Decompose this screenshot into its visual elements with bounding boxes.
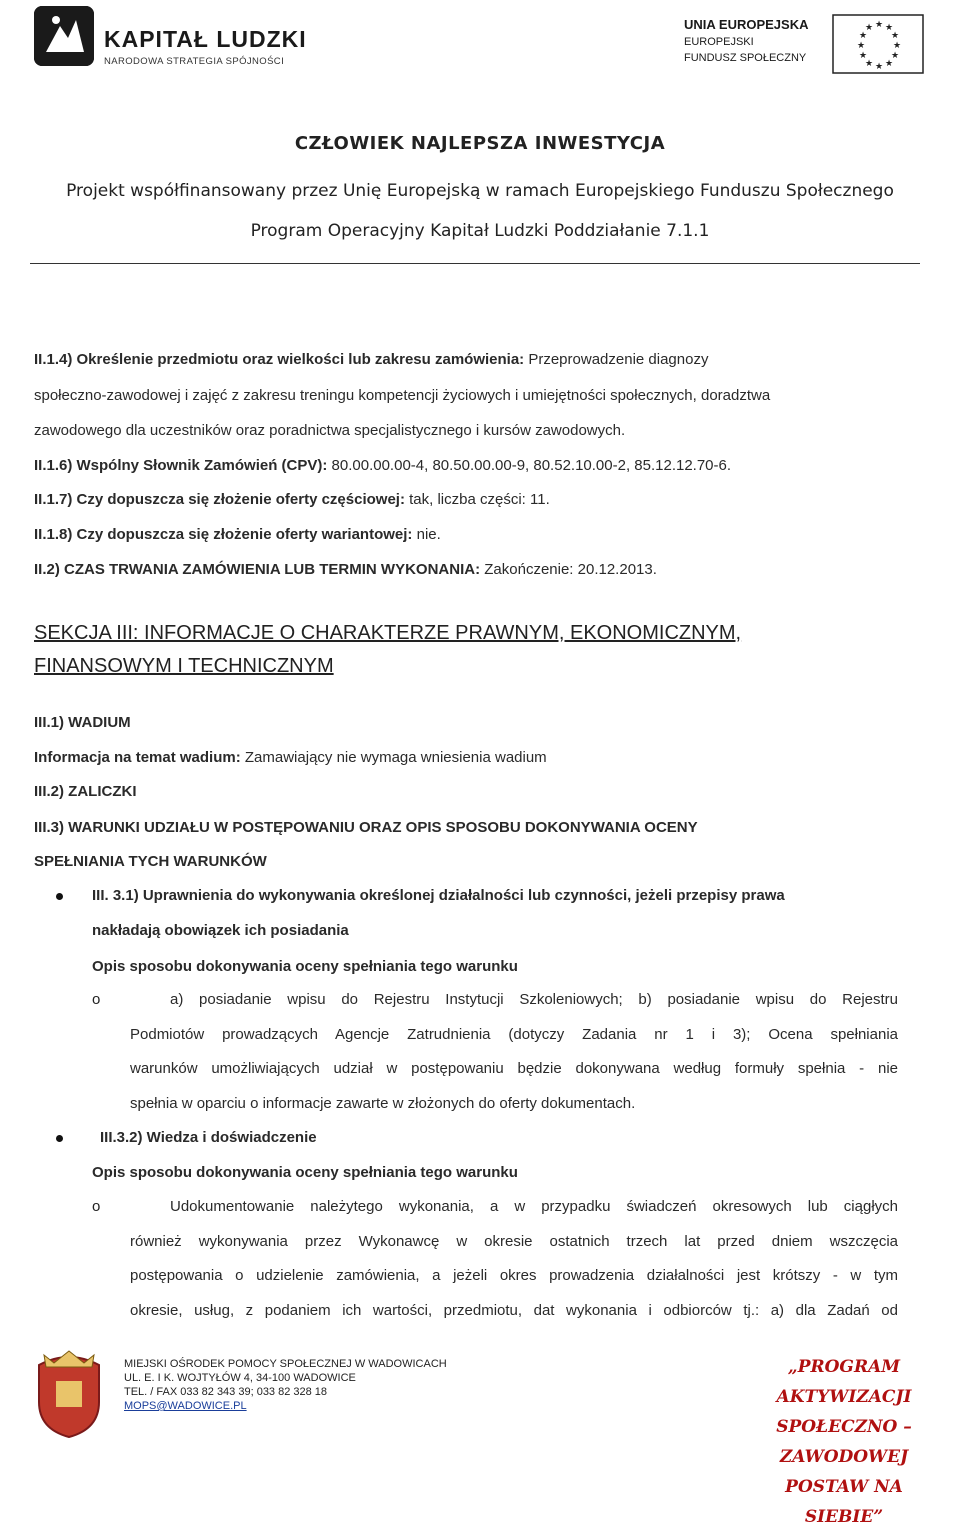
svg-text:★: ★	[859, 31, 868, 41]
paragraph-ii-1-4-line3: zawodowego dla uczestników oraz poradnictwa specjalistycznego i kursów zawodowych.	[34, 422, 626, 439]
sub-bullet-marker: o	[92, 991, 101, 1008]
footer-address: UL. E. I K. WOJTYŁÓW 4, 34-100 WADOWICE	[124, 1372, 356, 1384]
o1-line3: warunków umożliwiających udział w postępowaniu będzie dokonywana według formuły spełnia - nie	[130, 1060, 898, 1077]
svg-text:★: ★	[857, 41, 866, 51]
bullet1-line1: III. 3.1) Uprawnienia do wykonywania określonej działalności lub czynności, jeżeli przepisy prawa	[92, 887, 785, 904]
kapital-ludzki-emblem-icon	[34, 6, 94, 66]
brand-line3: POSTAW NA SIEBIE”	[785, 1477, 903, 1527]
o2-line4: okresie, usług, z podaniem ich wartości, przedmiotu, dat wykonania i odbiorców tj.: a) dla Zadań od	[130, 1302, 898, 1319]
svg-text:★: ★	[891, 51, 900, 61]
eu-line2: EUROPEJSKI	[684, 36, 754, 48]
opis-heading-1: Opis sposobu dokonywania oceny spełniania tego warunku	[92, 958, 518, 975]
o2-line3: postępowania o udzielenie zamówienia, a jeżeli okres prowadzenia działalności jest krótszy - w tym	[130, 1267, 898, 1284]
bullet2-heading: III.3.2) Wiedza i doświadczenie	[100, 1129, 317, 1146]
header-line2: Projekt współfinansowany przez Unię Europejską w ramach Europejskiego Funduszu Społecznego	[66, 181, 894, 201]
term-value: Zakończenie: 20.12.2013.	[480, 561, 657, 578]
kapital-ludzki-logo	[34, 6, 307, 68]
svg-text:★: ★	[875, 20, 884, 30]
header-line3: Program Operacyjny Kapitał Ludzki Poddziałanie 7.1.1	[250, 221, 710, 241]
wadium-label: Informacja na temat wadium:	[34, 749, 241, 766]
partial-offer-value: tak, liczba części: 11.	[404, 491, 550, 508]
warunki-heading-line1: III.3) WARUNKI UDZIAŁU W POSTĘPOWANIU ORAZ OPIS SPOSOBU DOKONYWANIA OCENY	[34, 819, 698, 836]
footer-org: MIEJSKI OŚRODEK POMOCY SPOŁECZNEJ W WADOWICACH	[124, 1358, 447, 1370]
o2-line1: Udokumentowanie należytego wykonania, a w przypadku świadczeń okresowych lub ciągłych	[170, 1198, 898, 1215]
warunki-heading-line2: SPEŁNIANIA TYCH WARUNKÓW	[34, 853, 267, 870]
wadium-line	[34, 748, 547, 768]
svg-text:★: ★	[865, 23, 874, 33]
wadowice-coat-of-arms-icon	[34, 1347, 104, 1439]
logo-left-subtitle: NARODOWA STRATEGIA SPÓJNOŚCI	[104, 56, 285, 67]
sub-bullet-marker: o	[92, 1198, 101, 1215]
bullet1-line2: nakładają obowiązek ich posiadania	[92, 922, 349, 939]
bullet-icon	[56, 1135, 63, 1142]
header-divider	[30, 263, 920, 264]
eu-line3: FUNDUSZ SPOŁECZNY	[684, 52, 807, 64]
cpv-value: 80.00.00.00-4, 80.50.00.00-9, 80.52.10.00-2, 85.12.12.70-6.	[327, 457, 732, 474]
partial-offer-label: II.1.7) Czy dopuszcza się złożenie oferty częściowej:	[34, 491, 405, 508]
footer-contact	[124, 1357, 447, 1413]
paragraph-ii-1-4	[34, 350, 708, 370]
svg-text:★: ★	[859, 51, 868, 61]
o1-line1: a) posiadanie wpisu do Rejestru Instytucji Szkoleniowych; b) posiadanie wpisu do Rejestru	[170, 991, 898, 1008]
cpv-label: II.1.6) Wspólny Słownik Zamówień (CPV):	[34, 457, 328, 474]
wadium-heading: III.1) WADIUM	[34, 714, 131, 731]
eu-text	[684, 16, 808, 66]
svg-text:★: ★	[875, 62, 884, 72]
opis-heading-2: Opis sposobu dokonywania oceny spełniania tego warunku	[92, 1164, 518, 1181]
svg-text:★: ★	[891, 31, 900, 41]
eu-line1: UNIA EUROPEJSKA	[684, 17, 809, 32]
svg-text:★: ★	[893, 41, 902, 51]
paragraph-ii-1-4-line2: społeczno-zawodowej i zajęć z zakresu treningu kompetencji życiowych i umiejętności społecznych, doradztwa	[34, 387, 771, 404]
zaliczki-heading: III.2) ZALICZKI	[34, 783, 137, 800]
section-iii-heading-line2: FINANSOWYM I TECHNICZNYM	[34, 655, 334, 677]
svg-text:★: ★	[865, 59, 874, 69]
variant-offer-label: II.1.8) Czy dopuszcza się złożenie oferty wariantowej:	[34, 526, 413, 543]
partial-offer-line	[34, 490, 550, 510]
variant-offer-line	[34, 525, 441, 545]
eu-flag-icon	[832, 14, 924, 74]
variant-offer-value: nie.	[412, 526, 441, 543]
svg-text:★: ★	[885, 23, 894, 33]
section-iii-heading-line1: SEKCJA III: INFORMACJE O CHARAKTERZE PRAWNYM, EKONOMICZNYM,	[34, 622, 742, 644]
term-line	[34, 560, 657, 580]
eu-logo	[684, 14, 929, 72]
footer-email-link[interactable]: MOPS@WADOWICE.PL	[124, 1400, 247, 1412]
bullet-icon	[56, 893, 63, 900]
header-title: CZŁOWIEK NAJLEPSZA INWESTYCJA	[294, 133, 666, 154]
logo-left-title: KAPITAŁ LUDZKI	[104, 26, 307, 52]
term-label: II.2) CZAS TRWANIA ZAMÓWIENIA LUB TERMIN WYKONANIA:	[34, 561, 481, 578]
brand-line1: „PROGRAM AKTYWIZACJI	[776, 1357, 912, 1407]
brand-line2: SPOŁECZNO – ZAWODOWEJ	[776, 1417, 912, 1467]
svg-text:★: ★	[885, 59, 894, 69]
wadium-value: Zamawiający nie wymaga wniesienia wadium	[240, 749, 547, 766]
o2-line2: również wykonywania przez Wykonawcę w okresie ostatnich trzech lat przed dniem wszczęcia	[130, 1233, 898, 1250]
cpv-line	[34, 456, 731, 476]
o1-line4: spełnia w oparciu o informacje zawarte w złożonych do oferty dokumentach.	[130, 1095, 636, 1112]
value-ii-1-4: Przeprowadzenie diagnozy	[524, 351, 709, 368]
footer-phone: TEL. / FAX 033 82 343 39; 033 82 328 18	[124, 1386, 328, 1398]
o1-line2: Podmiotów prowadzących Agencje Zatrudnienia (dotyczy Zadania nr 1 i 3); Ocena spełniania	[130, 1026, 898, 1043]
program-brand	[752, 1352, 936, 1532]
label-ii-1-4: II.1.4) Określenie przedmiotu oraz wielkości lub zakresu zamówienia:	[34, 351, 525, 368]
